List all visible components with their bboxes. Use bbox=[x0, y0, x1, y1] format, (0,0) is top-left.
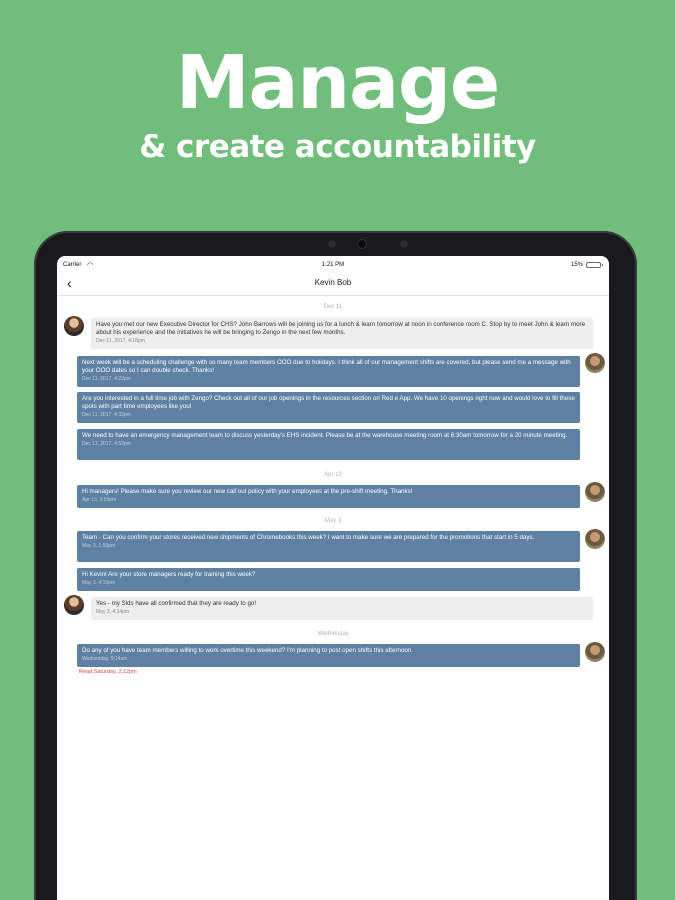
message-text: Yes - my Slds have all confirmed that they are ready to go! bbox=[96, 600, 257, 607]
message-timestamp: May 3, 1:59pm bbox=[82, 543, 116, 549]
message-text: Hi Kevin! Are your store managers ready for training this week? bbox=[82, 571, 256, 578]
app-screen bbox=[57, 256, 609, 900]
sensor-icon bbox=[328, 240, 336, 248]
avatar[interactable] bbox=[64, 595, 84, 615]
message-timestamp: May 3, 4:10pm bbox=[82, 580, 116, 586]
camera-icon bbox=[358, 240, 366, 248]
date-separator: Dec 11 bbox=[323, 304, 343, 310]
message-timestamp: Dec 11, 2017, 4:32pm bbox=[82, 412, 131, 418]
camera-bar bbox=[324, 239, 424, 249]
message-timestamp: Wednesday, 9:14am bbox=[82, 656, 128, 662]
status-bar bbox=[57, 256, 609, 272]
promo-title: Manage bbox=[175, 40, 500, 126]
promo-subtitle: & create accountability bbox=[139, 129, 536, 165]
message-outgoing[interactable] bbox=[77, 644, 580, 667]
message-text: Do any of you have team members willing to work overtime this weekend? I'm planning to post open shifts this afternoon. bbox=[82, 647, 414, 654]
chevron-left-icon: ‹ bbox=[67, 275, 72, 291]
avatar[interactable] bbox=[585, 482, 605, 502]
message-text: Have you met our new Executive Director for CHS? John Barrows will be joining us for a lunch & learn tomorrow at noon in conference room C. Stop by to meet John & learn more about his experience and the initiatives he will be bringing to Zengo in the next few months. bbox=[96, 321, 586, 336]
date-separator: Wednesday bbox=[317, 631, 349, 637]
battery-percent: 15% bbox=[570, 262, 583, 268]
sensor-icon bbox=[400, 240, 408, 248]
read-receipt: Read Saturday, 2:12pm bbox=[79, 669, 137, 675]
message-outgoing[interactable] bbox=[77, 485, 580, 508]
avatar[interactable] bbox=[64, 316, 84, 336]
message-timestamp: Dec 11, 2017, 4:22pm bbox=[82, 376, 131, 382]
avatar[interactable] bbox=[585, 642, 605, 662]
message-text: Are you interested in a full time job with Zengo? Check out all of our job openings in the resources section on Red e App. We have 10 openings right now and would love to fill these spots with part time employees like you! bbox=[82, 395, 575, 410]
message-outgoing[interactable] bbox=[77, 392, 580, 423]
nav-bar bbox=[57, 272, 609, 296]
status-time: 1:21 PM bbox=[321, 262, 345, 268]
message-outgoing[interactable] bbox=[77, 356, 580, 387]
carrier-label: Carrier bbox=[63, 262, 82, 268]
message-outgoing[interactable] bbox=[77, 568, 580, 591]
message-timestamp: May 3, 4:14pm bbox=[96, 609, 130, 615]
message-text: Team - Can you confirm your stores received new shipments of Chromebooks this week? I want to make sure we are prepared for the promotions that start in 5 days. bbox=[82, 534, 535, 541]
battery-icon bbox=[586, 262, 601, 268]
avatar[interactable] bbox=[585, 353, 605, 373]
message-incoming[interactable] bbox=[91, 318, 593, 349]
avatar[interactable] bbox=[585, 529, 605, 549]
message-timestamp: Dec 11, 2017, 4:18pm bbox=[96, 338, 145, 344]
date-separator: Apr 13 bbox=[324, 472, 342, 478]
wifi-icon: ◠ bbox=[87, 262, 94, 269]
message-timestamp: Dec 11, 2017, 4:52pm bbox=[82, 441, 131, 447]
message-outgoing[interactable] bbox=[77, 531, 580, 562]
message-text: Next week will be a scheduling challenge with so many team members OOO due to holidays. I think all of our management shifts are covered, but please send me a message with your OOO dates so I can double check. Thanks! bbox=[82, 359, 571, 374]
message-incoming[interactable] bbox=[91, 597, 593, 620]
date-separator: May 3 bbox=[324, 518, 342, 524]
message-text: Hi managers! Please make sure you review our new call out policy with your employees at the pre-shift meeting. Thanks! bbox=[82, 488, 413, 495]
conversation-title: Kevin Bob bbox=[314, 278, 352, 287]
message-timestamp: Apr 13, 3:59pm bbox=[82, 497, 117, 503]
message-text: We need to have an emergency management team to discuss yesterday's EHS incident. Please be at the warehouse meeting room at 6:30am tomorrow for a 20 minute meeting. bbox=[82, 432, 568, 439]
message-outgoing[interactable] bbox=[77, 429, 580, 460]
